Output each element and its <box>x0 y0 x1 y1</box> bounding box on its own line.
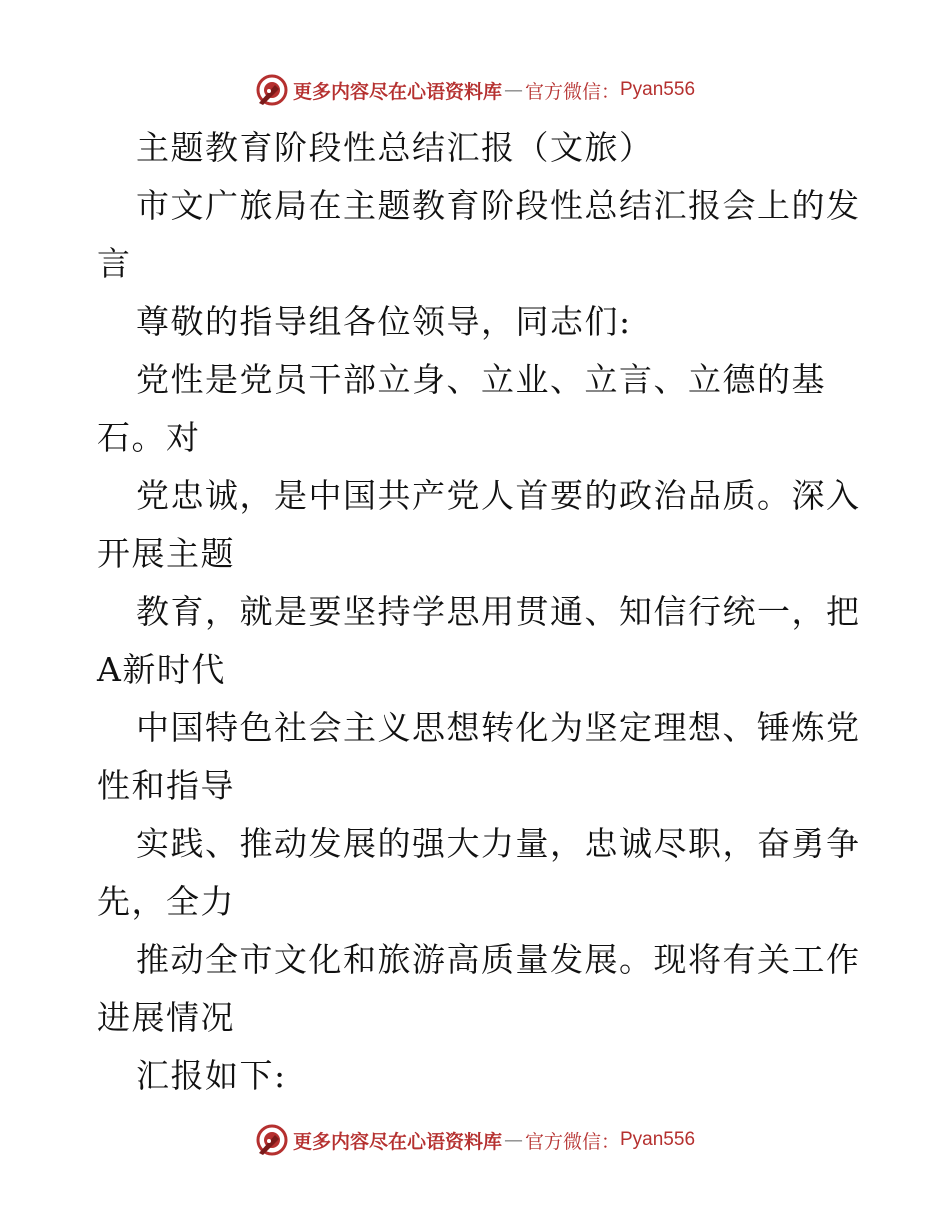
text-line: 性和指导 <box>97 766 235 805</box>
text-line: 开展主题 <box>97 534 235 573</box>
text-line: 党性是党员干部立身、立业、立言、立德的基 <box>136 360 826 399</box>
text-line: 进展情况 <box>97 998 235 1037</box>
text-line: 推动全市文化和旅游高质量发展。现将有关工作 <box>136 940 861 979</box>
wechat-label: 官方微信： <box>524 1130 620 1153</box>
watermark-dash: — <box>503 1129 523 1151</box>
text-line: A新时代 <box>97 650 226 689</box>
footer-watermark <box>0 1120 950 1160</box>
wechat-id: Pyan556 <box>620 1129 696 1150</box>
text-line: 党忠诚，是中国共产党人首要的政治品质。深入 <box>136 476 861 515</box>
watermark-text: 更多内容尽在心语资料库 <box>292 80 502 103</box>
text-line: 中国特色社会主义思想转化为坚定理想、锤炼党 <box>136 708 861 747</box>
text-line: 汇报如下: <box>136 1056 287 1095</box>
header-watermark <box>0 70 950 110</box>
text-line: 言 <box>97 244 132 283</box>
watermark-text: 更多内容尽在心语资料库 <box>292 1130 502 1153</box>
wechat-label: 官方微信： <box>524 80 620 103</box>
text-line: 先，全力 <box>97 882 235 921</box>
pen-logo-icon <box>255 1123 289 1157</box>
pen-logo-icon <box>255 73 289 107</box>
text-line: 石。对 <box>97 418 201 457</box>
watermark-dash: — <box>503 79 523 101</box>
text-line: 市文广旅局在主题教育阶段性总结汇报会上的发 <box>136 186 861 225</box>
salutation: 尊敬的指导组各位领导，同志们: <box>136 302 632 341</box>
document-title: 主题教育阶段性总结汇报（文旅） <box>136 128 654 167</box>
text-line: 教育，就是要坚持学思用贯通、知信行统一，把 <box>136 592 861 631</box>
text-line: 实践、推动发展的强大力量，忠诚尽职，奋勇争 <box>136 824 861 863</box>
wechat-id: Pyan556 <box>620 79 696 100</box>
